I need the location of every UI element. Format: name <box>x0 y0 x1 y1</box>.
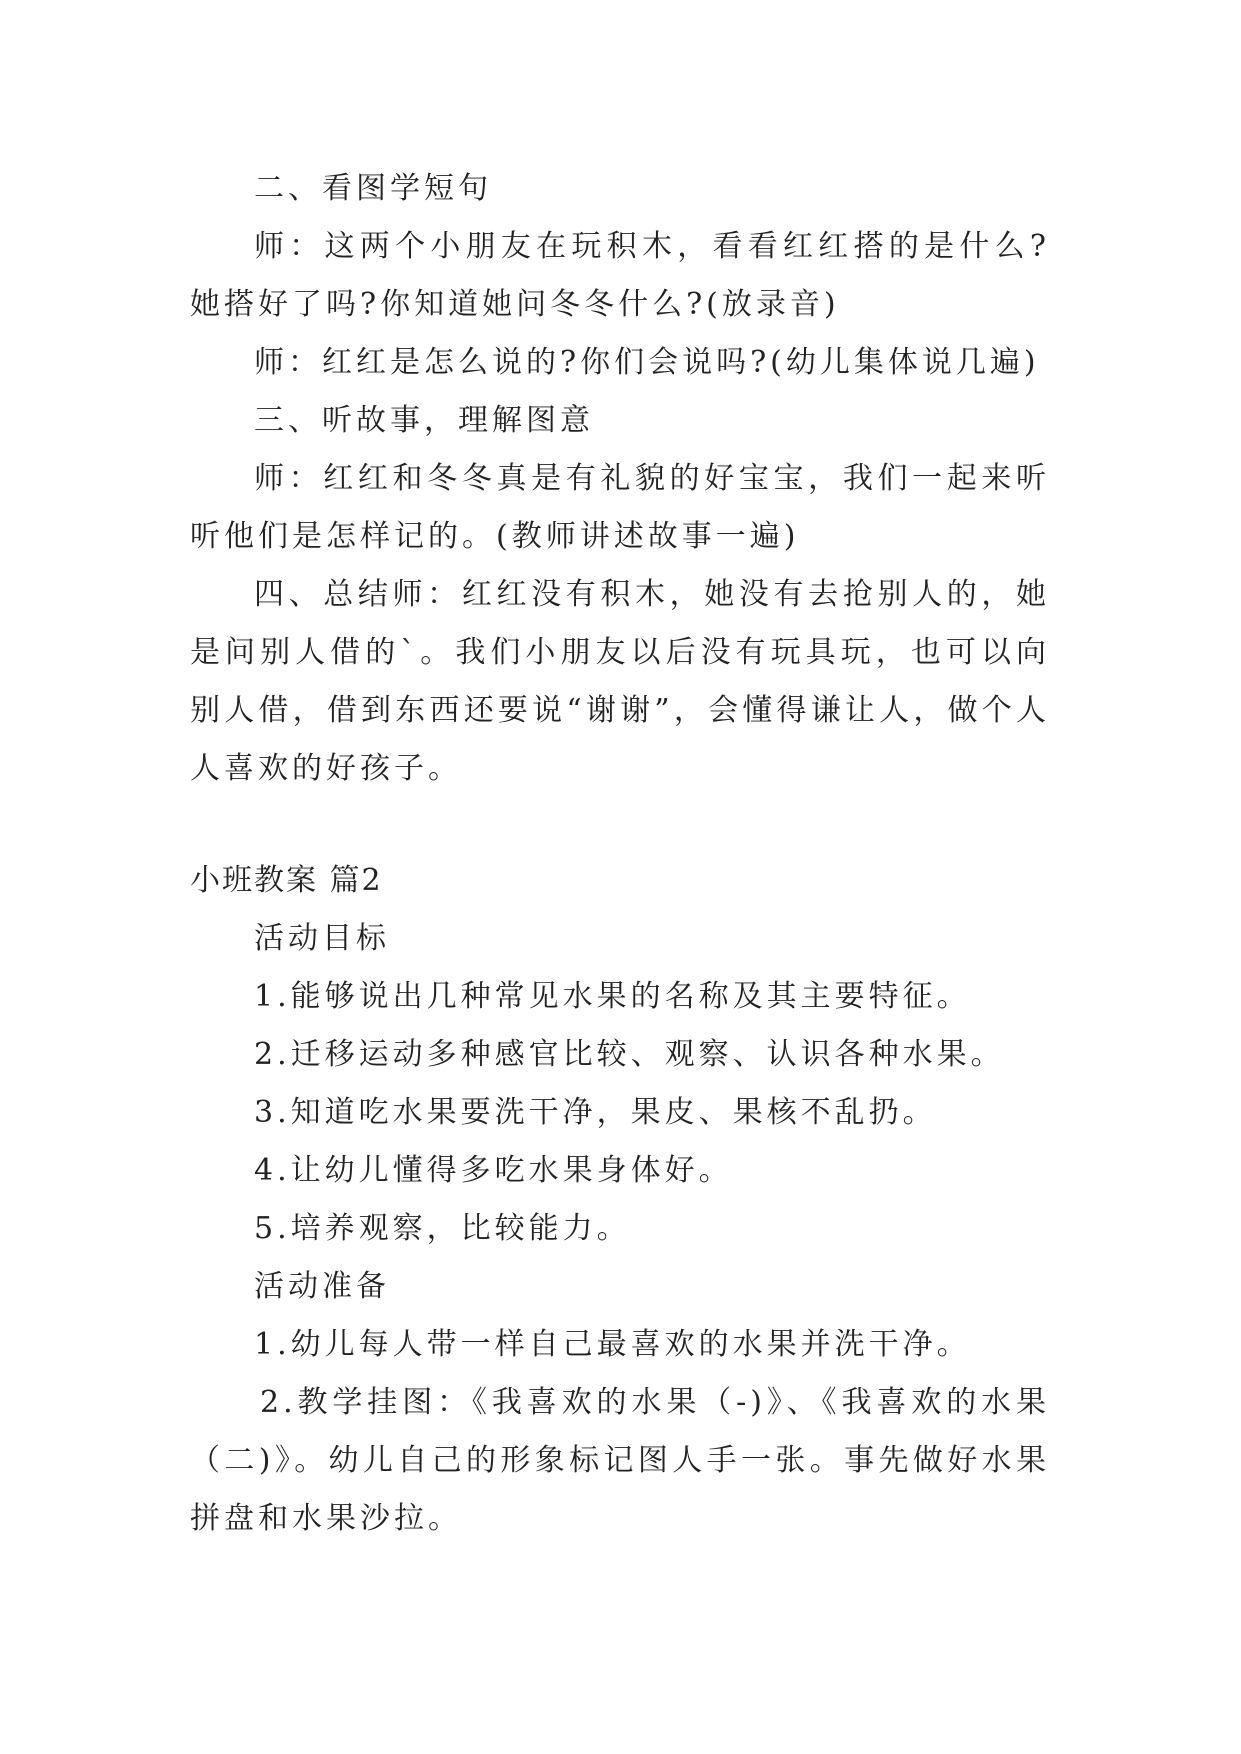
goal-item: 1.能够说出几种常见水果的名称及其主要特征。 <box>254 979 971 1014</box>
goal-item: 4.让幼儿懂得多吃水果身体好。 <box>254 1153 733 1188</box>
prep-item: 1.幼儿每人带一样自己最喜欢的水果并洗干净。 <box>254 1327 971 1362</box>
goal-item: 3.知道吃水果要洗干净，果皮、果核不乱扔。 <box>254 1095 937 1130</box>
section-gap <box>190 798 1050 852</box>
paragraph-teacher-3: 师：红红和冬冬真是有礼貌的好宝宝，我们一起来听听他们是怎样记的。(教师讲述故事一遍) <box>190 461 1050 554</box>
document-page <box>190 160 1050 1548</box>
prep-heading: 活动准备 <box>254 1269 390 1304</box>
prep-item: 2.教学挂图：《我喜欢的水果（-)》、《我喜欢的水果（二)》。幼儿自己的形象标记图人手一张。事先做好水果拼盘和水果沙拉。 <box>190 1385 1050 1536</box>
goal-item: 2.迁移运动多种感官比较、观察、认识各种水果。 <box>254 1037 1005 1072</box>
section-heading-2: 二、看图学短句 <box>254 171 492 206</box>
lesson-title: 小班教案 篇2 <box>190 863 383 898</box>
section-heading-3: 三、听故事，理解图意 <box>254 403 594 438</box>
goals-heading: 活动目标 <box>254 921 390 956</box>
goal-item: 5.培养观察，比较能力。 <box>254 1211 631 1246</box>
paragraph-summary: 四、总结师：红红没有积木，她没有去抢别人的，她是问别人借的`。我们小朋友以后没有玩具玩，也可以向别人借，借到东西还要说“谢谢”，会懂得谦让人，做个人人喜欢的好孩子。 <box>190 577 1050 786</box>
paragraph-teacher-2: 师：红红是怎么说的?你们会说吗?(幼儿集体说几遍) <box>254 345 1040 380</box>
paragraph-teacher-1: 师：这两个小朋友在玩积木，看看红红搭的是什么?她搭好了吗?你知道她问冬冬什么?(放录音) <box>190 229 1050 322</box>
